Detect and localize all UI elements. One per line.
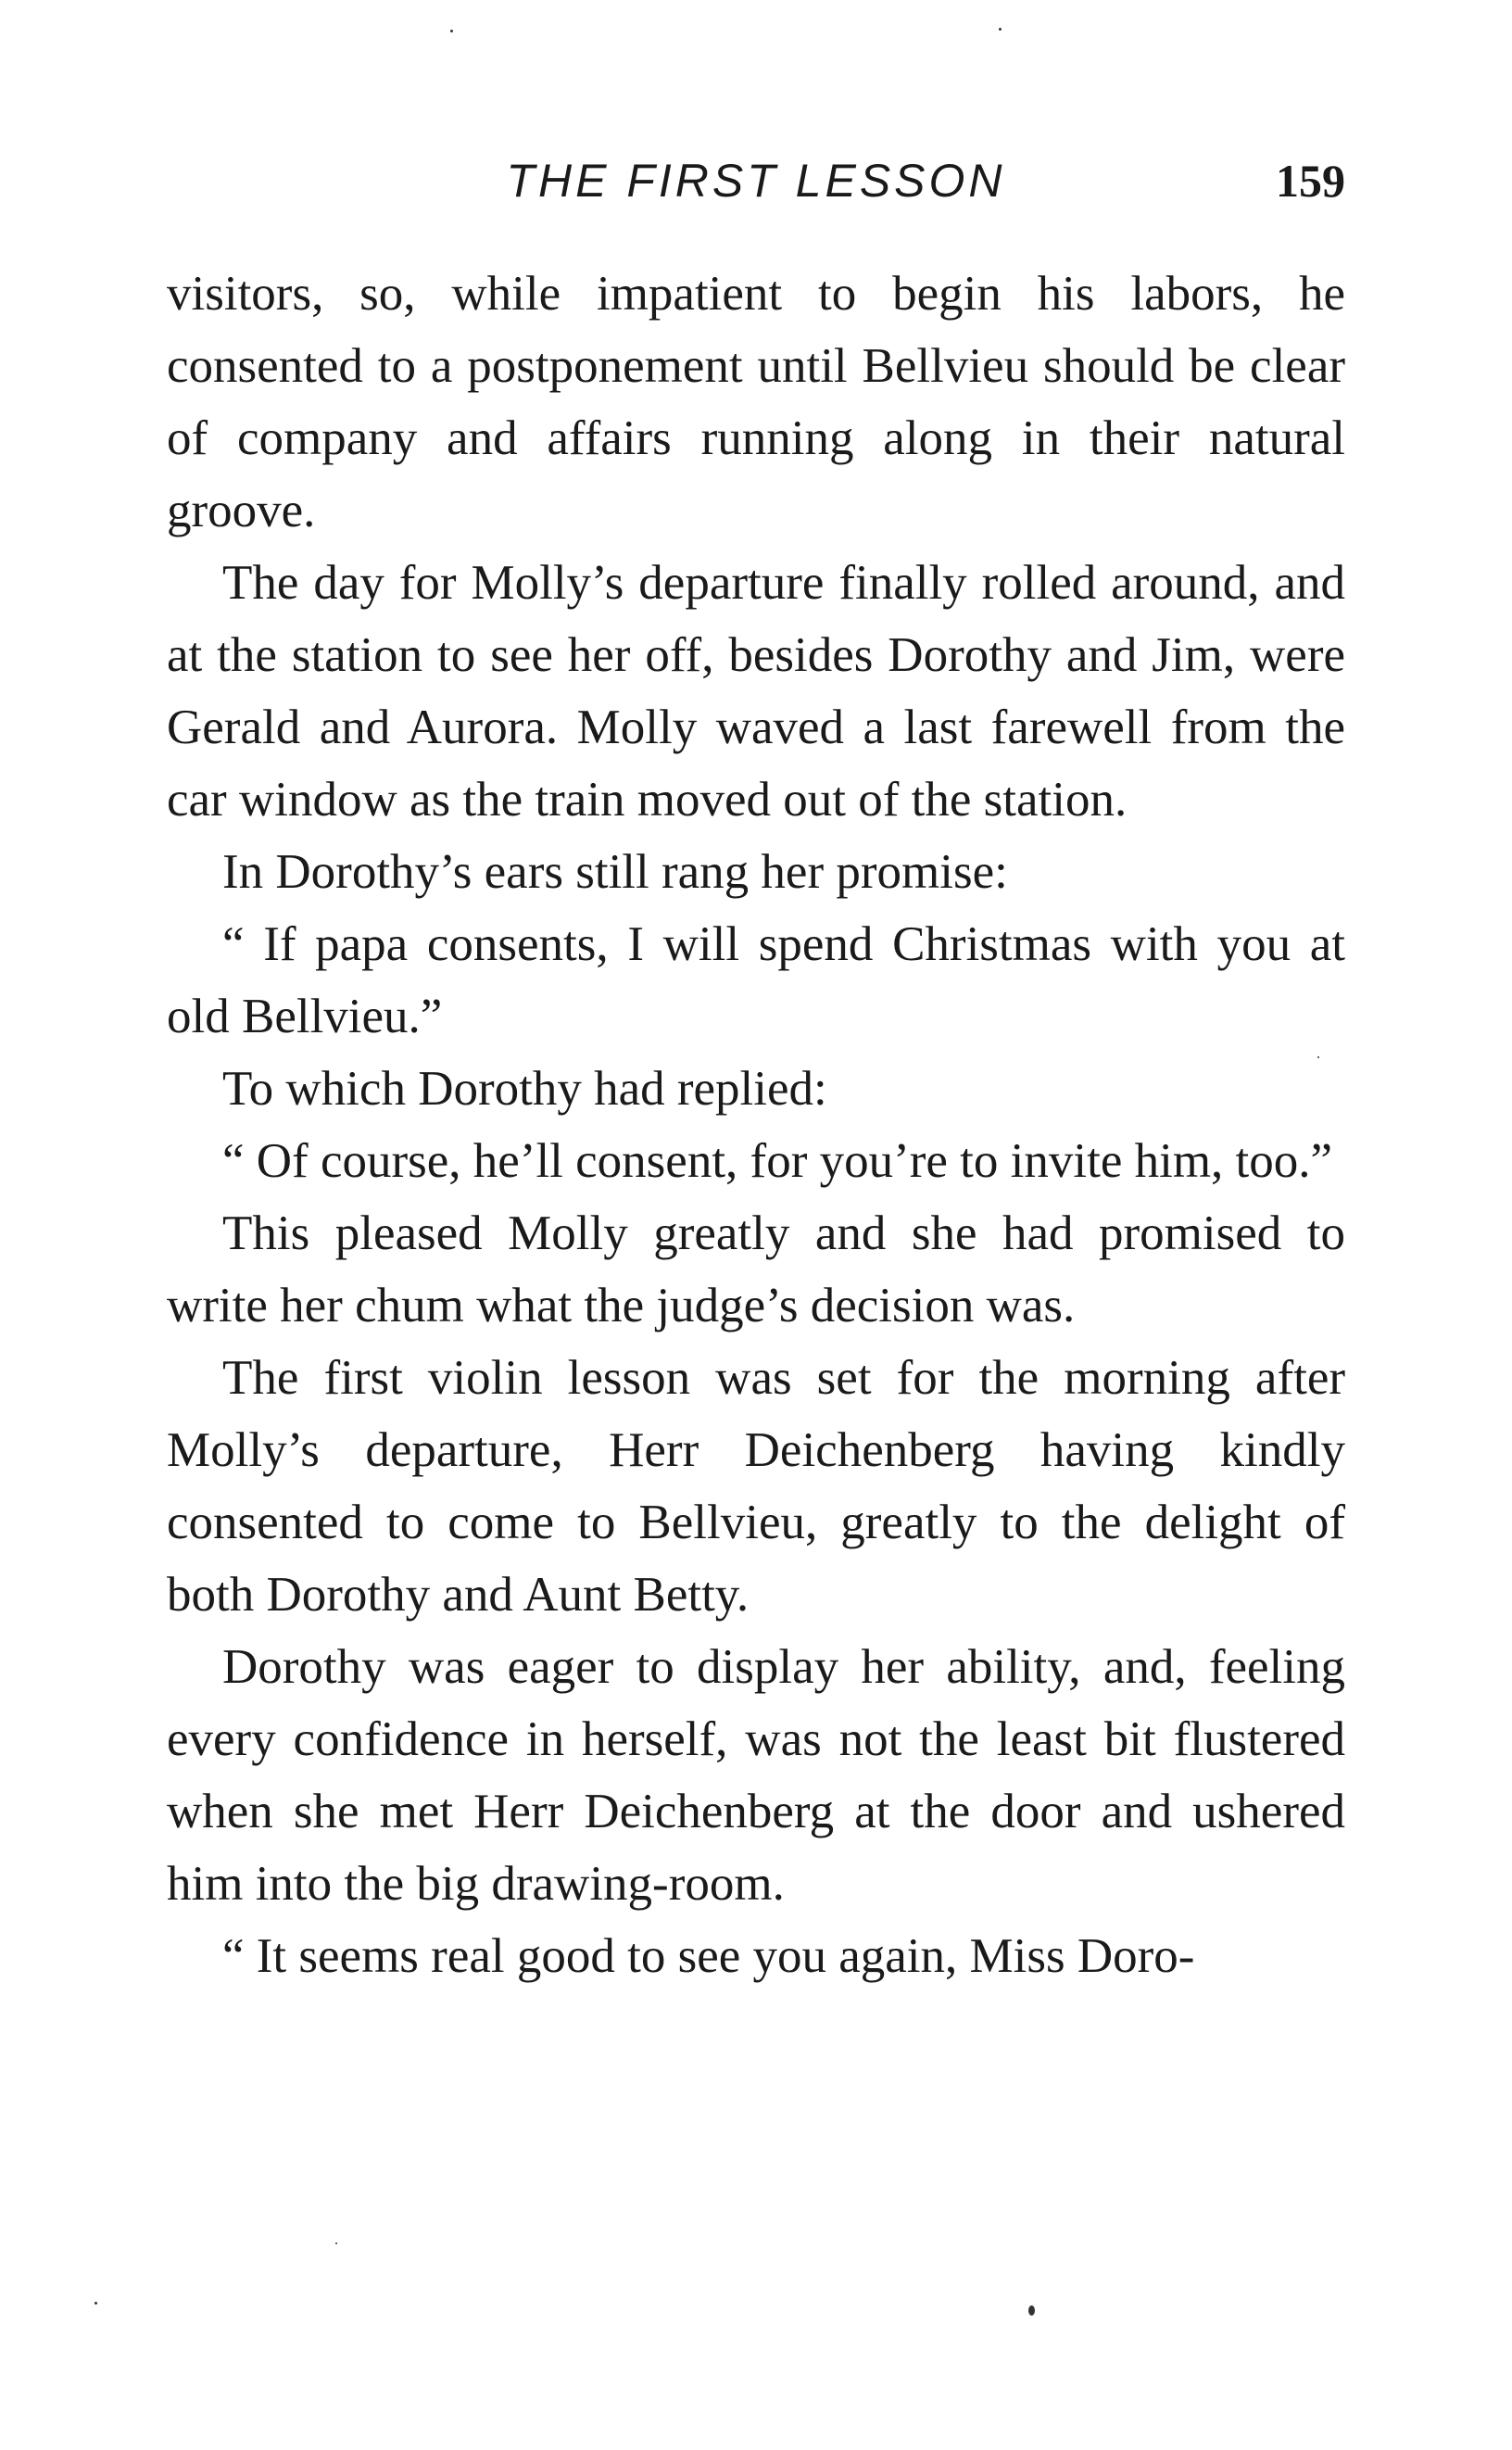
speck [450,30,453,32]
speck [999,28,1002,31]
speck [94,2302,97,2305]
dialogue-paragraph: “ If papa consents, I will spend Christmas with you at old Bellvieu.” [167,917,1345,1043]
page-number: 159 [1276,155,1345,207]
speck [1028,2305,1035,2316]
paragraph: Dorothy was eager to display her ability, and, feeling every confidence in herself, was not the least bit flustered when she met Herr Deichenberg at the door and ushered him into the big drawing-room. [167,1640,1345,1911]
speck [1317,1056,1319,1058]
paragraph: This pleased Molly greatly and she had promised to write her chum what the judge’s decision was. [167,1206,1345,1332]
paragraph-continuation: visitors, so, while impatient to begin his labors, he consented to a postponement until Bellvieu should be clear of company and affairs running along in their natural groove. [167,267,1345,537]
dialogue-paragraph: “ It seems real good to see you again, Miss Doro- [222,1929,1195,1983]
speck [335,2242,337,2244]
paragraph: To which Dorothy had replied: [222,1062,827,1116]
paragraph: The first violin lesson was set for the morning after Molly’s departure, Herr Deichenberg having kindly consented to come to Bellvieu, greatly to the delight of both Dorothy and Aunt Betty. [167,1351,1345,1622]
paragraph: In Dorothy’s ears still rang her promise: [222,845,1008,899]
running-head [167,148,1345,213]
paragraph: The day for Molly’s departure finally rolled around, and at the station to see her off, besides Dorothy and Jim, were Gerald and Aurora. Molly waved a last farewell from the car window as the train moved out of the station. [167,556,1345,827]
dialogue-paragraph: “ Of course, he’ll consent, for you’re to invite him, too.” [222,1134,1333,1188]
running-title: THE FIRST LESSON [506,155,1006,207]
text-body [167,258,1345,1992]
